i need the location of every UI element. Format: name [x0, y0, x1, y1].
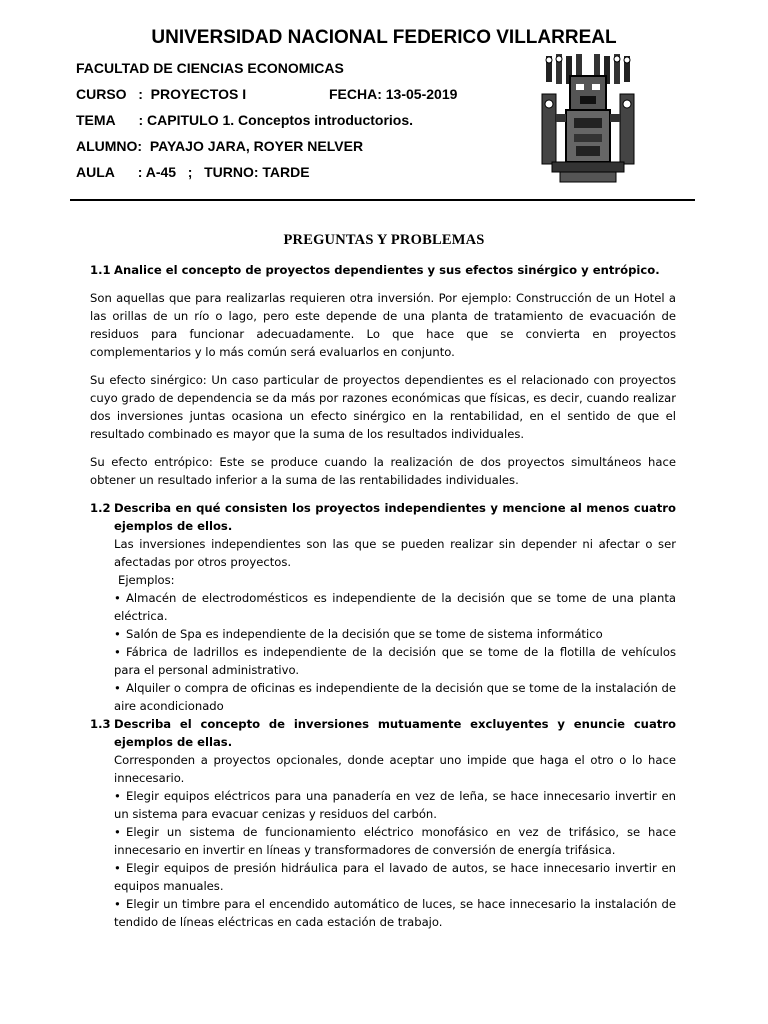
faculty-line: FACULTAD DE CIENCIAS ECONOMICAS: [76, 60, 344, 76]
topic-line: TEMA : CAPITULO 1. Conceptos introductorios.: [76, 112, 414, 128]
examples-label: Ejemplos:: [118, 573, 175, 587]
list-item: • Fábrica de ladrillos es independiente de la decisión que se tome de la flotilla de vehículos para el personal administrativo.: [114, 645, 676, 677]
question-text: Describa el concepto de inversiones mutuamente excluyentes y enuncie cuatro ejemplos de ellas.: [114, 717, 676, 749]
course-line: CURSO : PROYECTOS I: [76, 86, 247, 102]
list-item: • Elegir equipos eléctricos para una panadería en vez de leña, se hace innecesario invertir en un sistema para evacuar cenizas y residuos del carbón.: [114, 789, 676, 821]
answer-text: Las inversiones independientes son las que se pueden realizar sin depender ni afectar o ser afectadas por otros proyectos.: [114, 537, 676, 569]
question-text: Analice el concepto de proyectos dependientes y sus efectos sinérgico y entrópico.: [114, 263, 660, 277]
bullet-icon: •: [114, 645, 121, 659]
list-item: • Elegir un timbre para el encendido automático de luces, se hace innecesario la instalación de tendido de líneas eléctricas en cada estación de trabajo.: [114, 897, 676, 929]
question-3: [90, 715, 676, 751]
paragraph: Su efecto sinérgico: Un caso particular de proyectos dependientes es el relacionado con proyectos cuyo grado de dependencia se da más por razones económicas que físicas, es decir, cuando realizar dos inversiones juntas ocasiona un efecto sinérgico en la rentabilidad, en el sentido de que el resultado combinado es mayor que la suma de los resultados individuales.: [90, 373, 676, 441]
list-item: • Alquiler o compra de oficinas es independiente de la decisión que se tome de la instalación de aire acondicionado: [114, 681, 676, 713]
room-line: AULA : A-45 ; TURNO: TARDE: [76, 164, 310, 180]
answer-text: Corresponden a proyectos opcionales, donde aceptar uno impide que haga el otro o lo hace innecesario.: [114, 753, 676, 785]
question-number: 1.3: [90, 717, 111, 731]
list-item: • Elegir un sistema de funcionamiento eléctrico monofásico en vez de trifásico, se hace innecesario en invertir en líneas y transformadores de conversión de energía trifásica.: [114, 825, 676, 857]
bullet-icon: •: [114, 861, 121, 875]
paragraph: Son aquellas que para realizarlas requieren otra inversión. Por ejemplo: Construcción de un Hotel a las orillas de un río o lago, pero este depende de una planta de tratamiento de evacuación de residuos para funcionar adecuadamente. Lo que hace que se convierta en proyectos complementarios y lo más común será evaluarlos en conjunto.: [90, 291, 676, 359]
bullet-icon: •: [114, 789, 121, 803]
paragraph: Su efecto entrópico: Este se produce cuando la realización de dos proyectos simultáneos hace obtener un resultado inferior a la suma de las rentabilidades individuales.: [90, 455, 676, 487]
bullet-icon: •: [114, 627, 121, 641]
university-emblem-icon: [536, 54, 640, 186]
bullet-icon: •: [114, 681, 121, 695]
question-number: 1.1: [90, 263, 111, 277]
question-number: 1.2: [90, 501, 111, 515]
question-text: Describa en qué consisten los proyectos independientes y mencione al menos cuatro ejemplos de ellos.: [114, 501, 676, 533]
bullet-icon: •: [114, 825, 121, 839]
bullet-icon: •: [114, 897, 121, 911]
list-item: • Almacén de electrodomésticos es independiente de la decisión que se tome de una planta eléctrica.: [114, 591, 676, 623]
question-1: [90, 261, 676, 279]
student-line: ALUMNO: PAYAJO JARA, ROYER NELVER: [76, 138, 364, 154]
section-title: PREGUNTAS Y PROBLEMAS: [283, 232, 485, 248]
header-divider: [70, 199, 695, 201]
list-item: • Salón de Spa es independiente de la decisión que se tome de sistema informático: [114, 627, 603, 641]
question-2: [90, 499, 676, 535]
document-body: [90, 261, 676, 931]
date-line: FECHA: 13-05-2019: [329, 86, 458, 102]
bullet-icon: •: [114, 591, 121, 605]
university-name: UNIVERSIDAD NACIONAL FEDERICO VILLARREAL: [151, 27, 617, 48]
list-item: • Elegir equipos de presión hidráulica para el lavado de autos, se hace innecesario invertir en equipos manuales.: [114, 861, 676, 893]
